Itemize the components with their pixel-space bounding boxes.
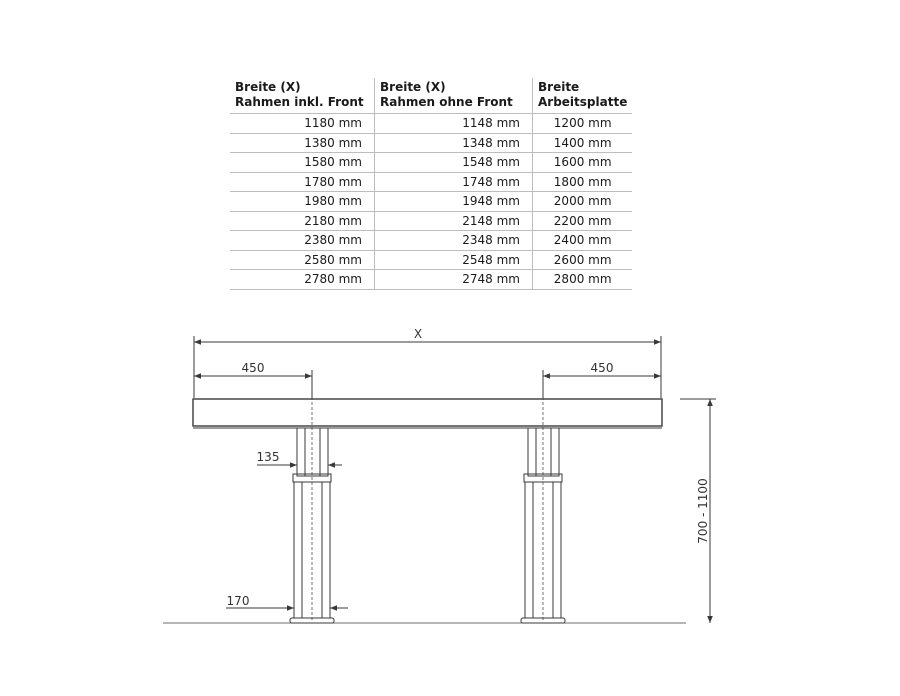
table-cell: 1200 mm bbox=[533, 114, 633, 134]
table-cell: 1580 mm bbox=[230, 153, 375, 173]
label-left-offset: 450 bbox=[241, 361, 265, 375]
label-height-range: 700 - 1100 bbox=[696, 478, 710, 544]
table-cell: 1148 mm bbox=[375, 114, 533, 134]
table-cell: 1380 mm bbox=[230, 133, 375, 153]
label-upper-column: 135 bbox=[256, 450, 280, 464]
table-cell: 2000 mm bbox=[533, 192, 633, 212]
table-cell: 2380 mm bbox=[230, 231, 375, 251]
header-line1: Breite (X) bbox=[235, 80, 301, 94]
table-cell: 2580 mm bbox=[230, 250, 375, 270]
table-cell: 1980 mm bbox=[230, 192, 375, 212]
header-line2: Rahmen inkl. Front bbox=[235, 95, 364, 109]
table-cell: 1800 mm bbox=[533, 172, 633, 192]
table-cell: 2800 mm bbox=[533, 270, 633, 290]
table-cell: 1548 mm bbox=[375, 153, 533, 173]
table-cell: 1348 mm bbox=[375, 133, 533, 153]
header-line1: Breite bbox=[538, 80, 580, 94]
label-total-width: X bbox=[413, 327, 423, 341]
table-cell: 1780 mm bbox=[230, 172, 375, 192]
table-cell: 2348 mm bbox=[375, 231, 533, 251]
table-top bbox=[193, 399, 662, 428]
table-cell: 1748 mm bbox=[375, 172, 533, 192]
table-cell: 2600 mm bbox=[533, 250, 633, 270]
table-cell: 2548 mm bbox=[375, 250, 533, 270]
table-cell: 2148 mm bbox=[375, 211, 533, 231]
table-cell: 1400 mm bbox=[533, 133, 633, 153]
table-cell: 2748 mm bbox=[375, 270, 533, 290]
table-cell: 2180 mm bbox=[230, 211, 375, 231]
header-line2: Arbeitsplatte bbox=[538, 95, 628, 109]
header-line2: Rahmen ohne Front bbox=[380, 95, 513, 109]
table-cell: 2200 mm bbox=[533, 211, 633, 231]
table-cell: 2400 mm bbox=[533, 231, 633, 251]
label-right-offset: 450 bbox=[590, 361, 614, 375]
table-cell: 1600 mm bbox=[533, 153, 633, 173]
table-cell: 1180 mm bbox=[230, 114, 375, 134]
table-cell: 2780 mm bbox=[230, 270, 375, 290]
header-line1: Breite (X) bbox=[380, 80, 446, 94]
table-cell: 1948 mm bbox=[375, 192, 533, 212]
label-lower-column: 170 bbox=[226, 594, 250, 608]
